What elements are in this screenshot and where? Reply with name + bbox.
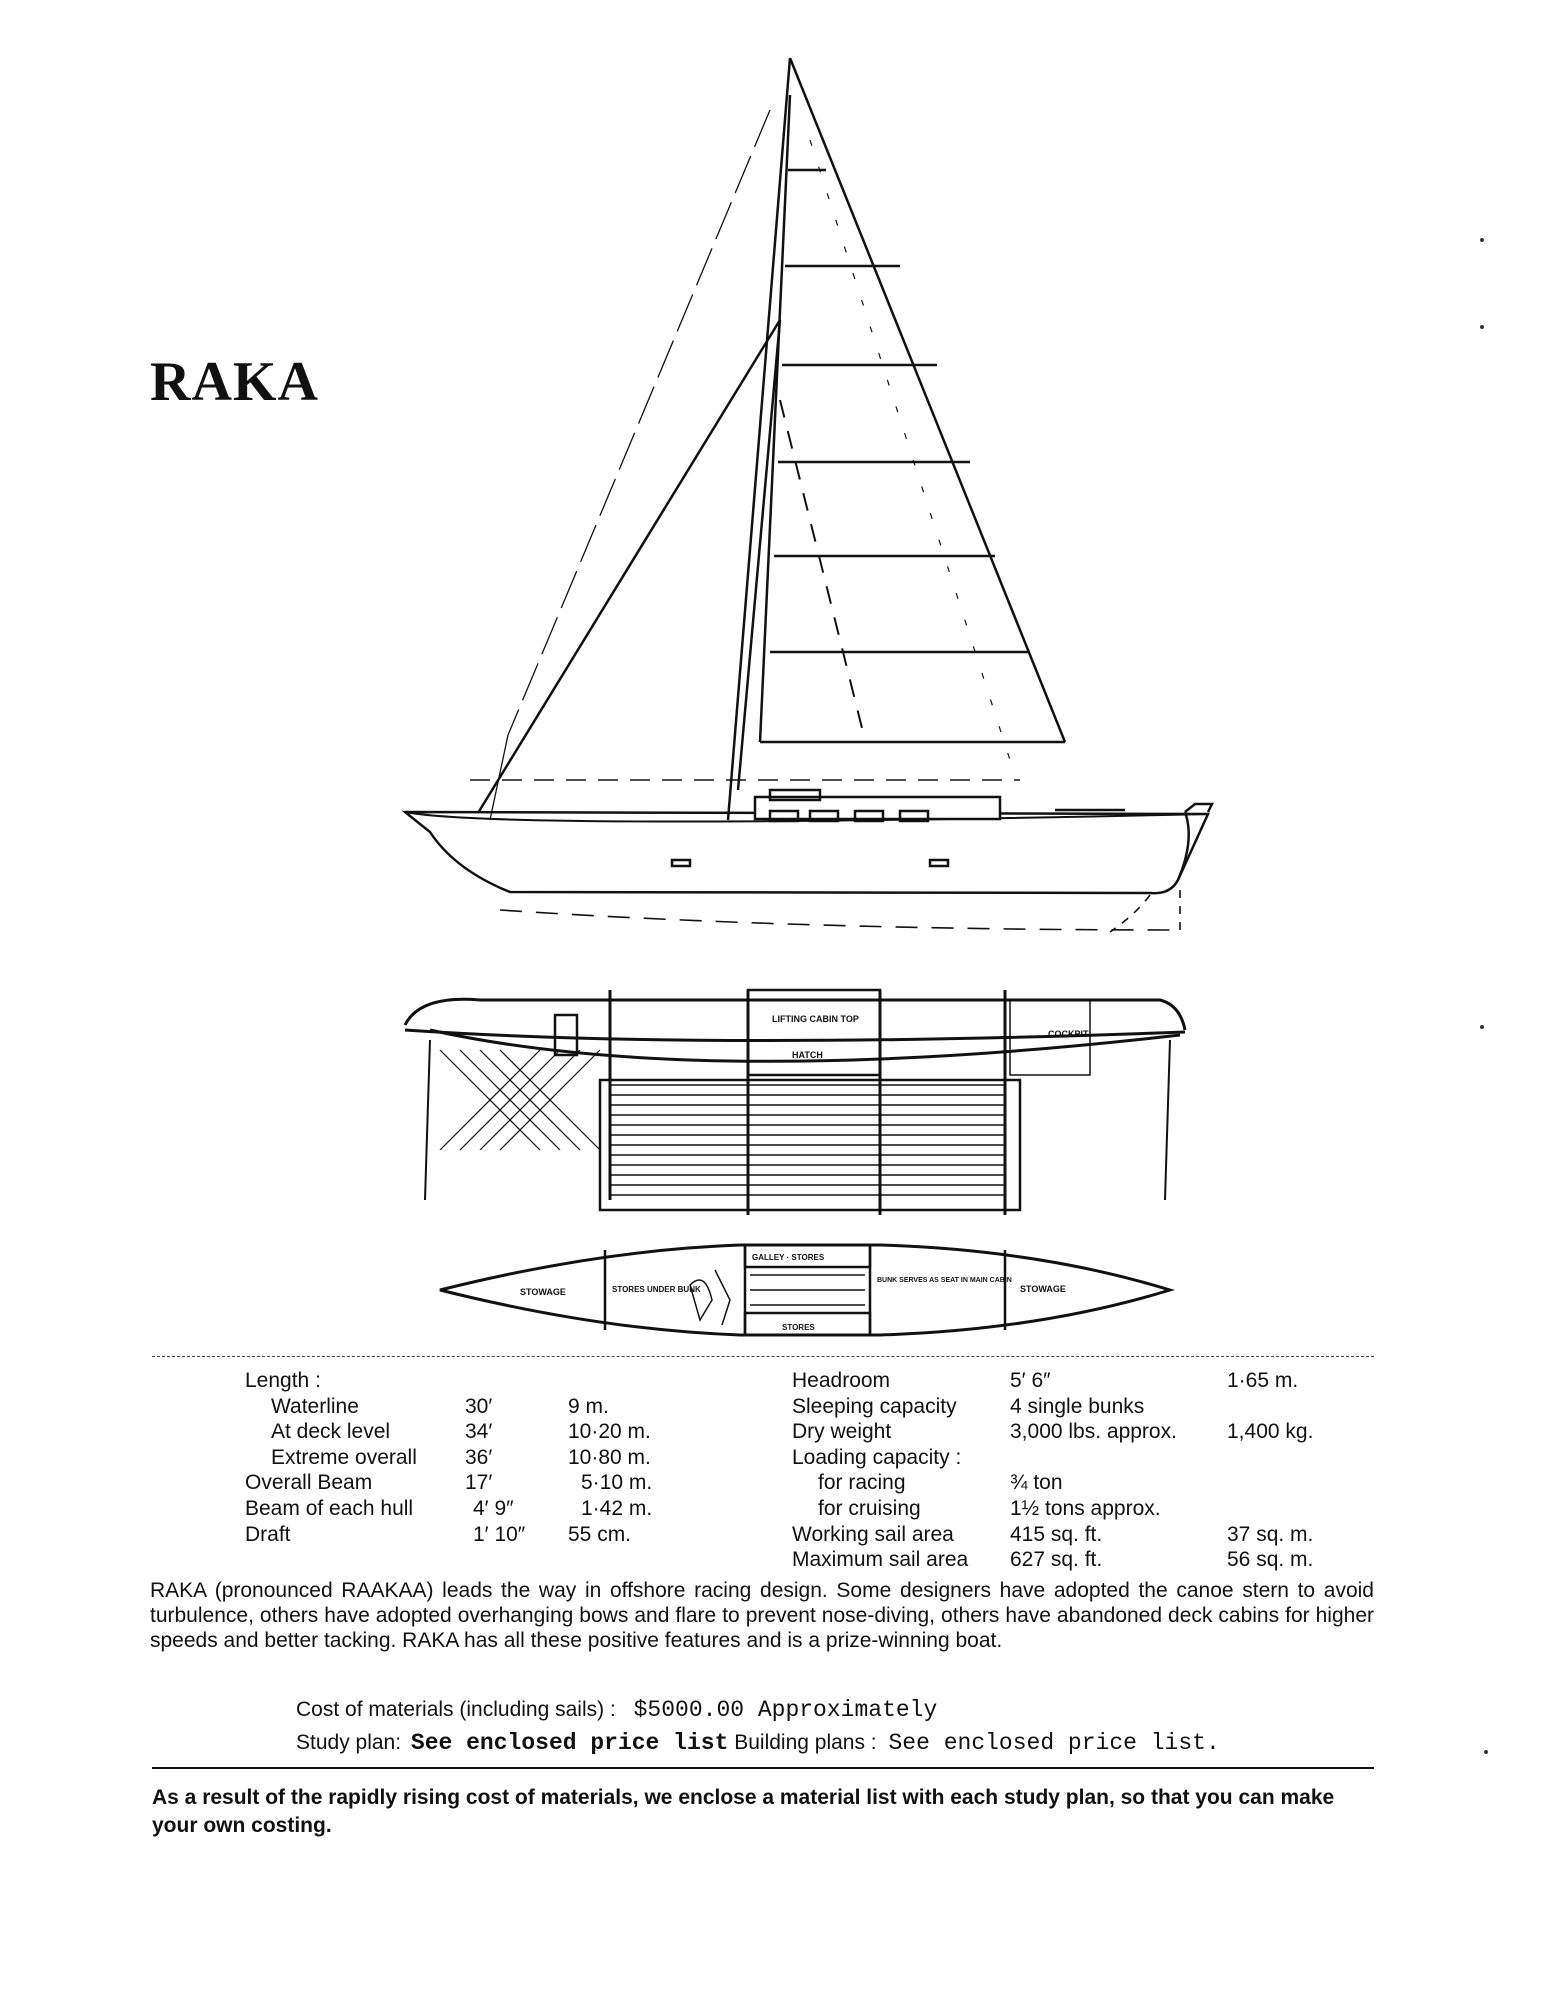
lifting-cabin-label: LIFTING CABIN TOP: [772, 1014, 859, 1024]
spec-imperial: 627 sq. ft.: [1010, 1548, 1103, 1572]
spec-row: [245, 1445, 705, 1471]
spec-imperial: 3,000 lbs. approx.: [1010, 1420, 1177, 1444]
divider-bottom: [152, 1767, 1374, 1769]
spec-label: Headroom: [792, 1369, 891, 1392]
stores-bottom-label: STORES: [782, 1323, 815, 1332]
spec-label: Beam of each hull: [245, 1496, 414, 1520]
specs-right: [792, 1368, 1352, 1573]
building-plans-label: Building plans :: [734, 1731, 877, 1754]
spec-label: Loading capacity :: [792, 1445, 962, 1469]
hull-profile: [405, 790, 1212, 932]
spec-metric: 5·10 m.: [581, 1471, 653, 1495]
spec-row: [792, 1547, 1352, 1573]
spec-metric: 56 sq. m.: [1227, 1548, 1314, 1572]
page-title: RAKA: [150, 351, 319, 413]
scan-speck: [1480, 325, 1484, 329]
scan-speck: [1480, 1025, 1484, 1029]
plans-line: [296, 1730, 1220, 1756]
spec-imperial: 415 sq. ft.: [1010, 1522, 1103, 1546]
study-plan-label: Study plan:: [296, 1731, 402, 1754]
spec-label: Working sail area: [792, 1522, 954, 1546]
spec-label: At deck level: [271, 1420, 391, 1444]
spec-imperial: 5′ 6″: [1010, 1369, 1051, 1392]
stowage-left-label: STOWAGE: [520, 1287, 566, 1297]
materials-cost-label: Cost of materials (including sails) :: [296, 1698, 616, 1721]
spec-metric: 9 m.: [568, 1394, 609, 1418]
spec-row: [245, 1419, 705, 1445]
stowage-right-label: STOWAGE: [1020, 1284, 1066, 1294]
description-paragraph: RAKA (pronounced RAAKAA) leads the way in offshore racing design. Some designers have adopted the canoe stern to avoid turbulence, others have adopted overhanging bows and flare to prevent nose-diving, others have abandoned deck cabins for higher speeds and better tacking. RAKA has all these positive features and is a prize-winning boat.: [150, 1579, 1374, 1652]
spec-metric: 1,400 kg.: [1227, 1420, 1314, 1444]
spec-imperial: 4′ 9″: [473, 1496, 514, 1520]
spec-row: [245, 1394, 705, 1420]
spec-row: [792, 1445, 1352, 1471]
spec-label: Maximum sail area: [792, 1548, 969, 1572]
hatch-label: HATCH: [792, 1050, 823, 1060]
spec-metric: 1·42 m.: [581, 1496, 653, 1520]
study-plan-value: See enclosed price list: [410, 1730, 729, 1756]
cost-note: As a result of the rapidly rising cost of materials, we enclose a material list with each study plan, so that you can make your own costing.: [152, 1786, 1335, 1837]
spec-metric: 1·65 m.: [1227, 1369, 1299, 1392]
spec-label: Draft: [245, 1522, 291, 1546]
spec-row: [245, 1368, 705, 1394]
cockpit-label: COCKPIT: [1048, 1029, 1089, 1039]
divider-top: [152, 1356, 1374, 1357]
scan-speck: [1480, 238, 1484, 242]
materials-cost-line: [296, 1697, 937, 1723]
spec-row: [245, 1470, 705, 1496]
spec-label: for racing: [818, 1471, 906, 1495]
spec-label: Waterline: [271, 1394, 359, 1418]
spec-metric: 37 sq. m.: [1227, 1522, 1314, 1546]
spec-label: Dry weight: [792, 1420, 892, 1444]
spec-label: for cruising: [818, 1496, 921, 1520]
sail-plan: [470, 58, 1065, 820]
spec-label: Sleeping capacity: [792, 1394, 957, 1418]
spec-imperial: 1½ tons approx.: [1010, 1496, 1161, 1520]
spec-metric: 10·20 m.: [568, 1420, 651, 1444]
spec-imperial: 34′: [465, 1420, 493, 1444]
spec-metric: 55 cm.: [568, 1522, 632, 1546]
spec-row: [245, 1522, 705, 1548]
spec-row: [792, 1368, 1352, 1394]
spec-row: [792, 1394, 1352, 1420]
spec-imperial: ¾ ton: [1010, 1471, 1063, 1495]
specs-left: [245, 1368, 705, 1547]
spec-label: Length :: [245, 1369, 321, 1392]
spec-label: Overall Beam: [245, 1471, 373, 1495]
spec-imperial: 36′: [465, 1445, 493, 1469]
spec-row: [792, 1470, 1352, 1496]
spec-label: Extreme overall: [271, 1445, 417, 1469]
spec-row: [792, 1522, 1352, 1548]
spec-row: [792, 1496, 1352, 1522]
materials-cost-value: $5000.00 Approximately: [633, 1697, 938, 1723]
scan-speck: [1484, 1750, 1488, 1754]
spec-imperial: 1′ 10″: [473, 1522, 526, 1546]
spec-metric: 10·80 m.: [568, 1445, 651, 1469]
building-plans-value: See enclosed price list.: [888, 1730, 1220, 1756]
galley-label: GALLEY · STORES: [752, 1253, 825, 1262]
spec-row: [792, 1419, 1352, 1445]
spec-row: [245, 1496, 705, 1522]
spec-imperial: 30′: [465, 1394, 493, 1418]
stores-label: STORES UNDER BUNK: [612, 1285, 701, 1294]
spec-imperial: 4 single bunks: [1010, 1394, 1145, 1418]
spec-imperial: 17′: [465, 1471, 493, 1495]
bunk-label: BUNK SERVES AS SEAT IN MAIN CABIN: [877, 1277, 1012, 1284]
